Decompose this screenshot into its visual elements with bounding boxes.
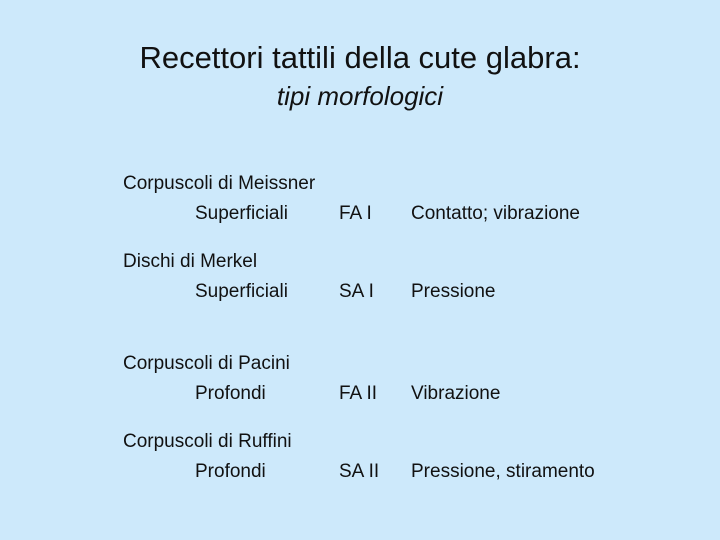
receptor-type-ruffini: SA II bbox=[339, 461, 380, 482]
receptor-function-meissner: Contatto; vibrazione bbox=[411, 203, 580, 224]
receptor-name-merkel: Dischi di Merkel bbox=[123, 251, 258, 272]
receptor-type-meissner: FA I bbox=[339, 203, 372, 224]
receptor-name-ruffini: Corpuscoli di Ruffini bbox=[123, 431, 292, 452]
receptor-type-pacini: FA II bbox=[339, 383, 378, 404]
receptor-type-merkel: SA I bbox=[339, 281, 374, 302]
receptor-depth-pacini: Profondi bbox=[195, 383, 266, 404]
receptor-depth-ruffini: Profondi bbox=[195, 461, 266, 482]
receptor-depth-merkel: Superficiali bbox=[195, 281, 288, 302]
slide-subtitle: tipi morfologici bbox=[276, 81, 444, 111]
receptor-name-pacini: Corpuscoli di Pacini bbox=[123, 353, 290, 374]
receptor-name-meissner: Corpuscoli di Meissner bbox=[123, 173, 316, 194]
receptor-function-pacini: Vibrazione bbox=[411, 383, 501, 404]
receptor-function-ruffini: Pressione, stiramento bbox=[411, 461, 595, 482]
receptor-depth-meissner: Superficiali bbox=[195, 203, 288, 224]
slide-title: Recettori tattili della cute glabra: bbox=[139, 40, 581, 75]
receptor-function-merkel: Pressione bbox=[411, 281, 496, 302]
